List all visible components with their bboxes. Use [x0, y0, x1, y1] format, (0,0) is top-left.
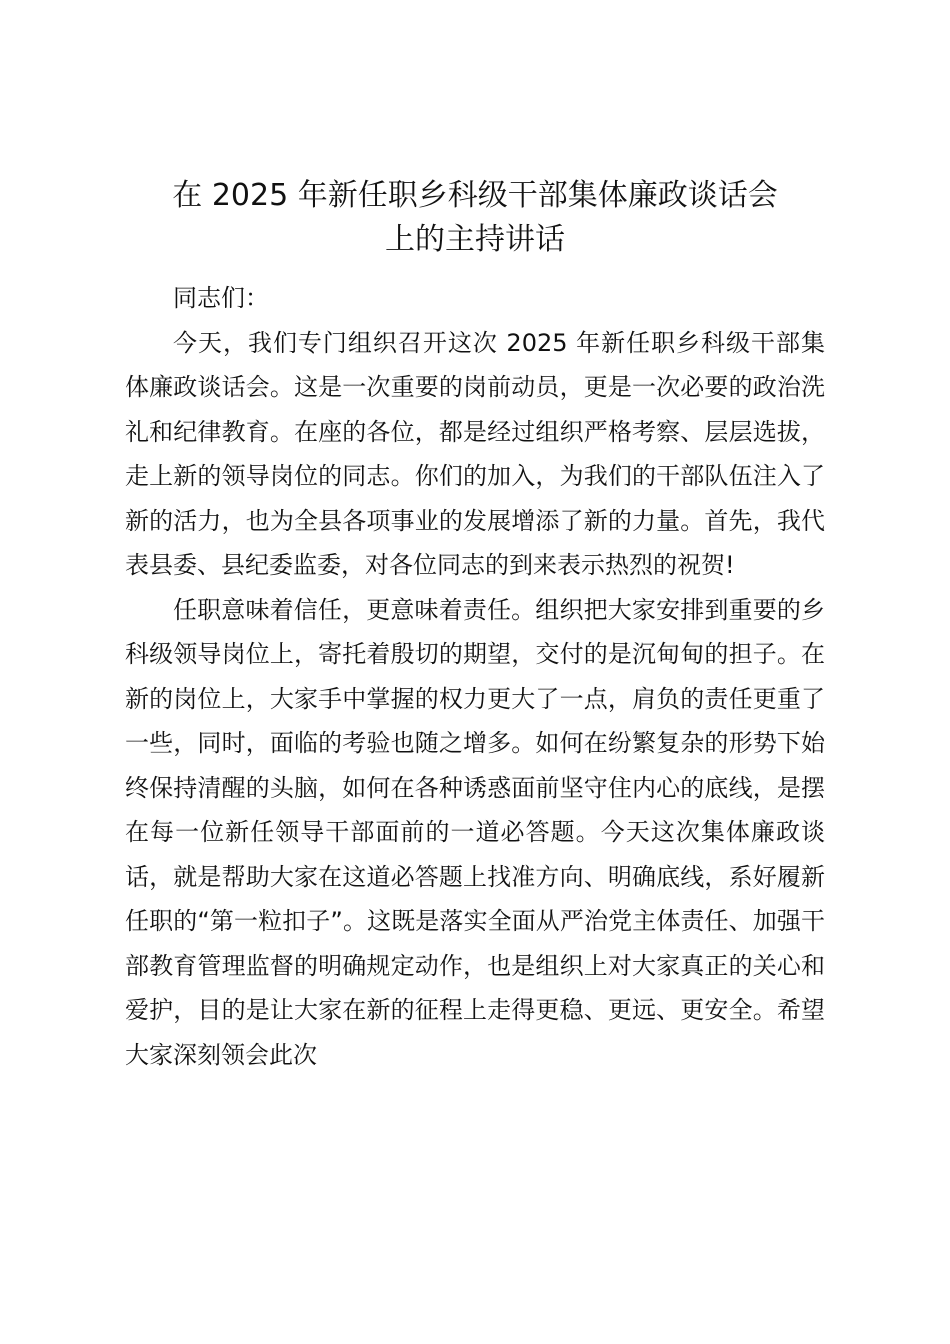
paragraph-1: 今天，我们专门组织召开这次 2025 年新任职乡科级干部集体廉政谈话会。这是一次重要的岗前动员，更是一次必要的政治洗礼和纪律教育。在座的各位，都是经过组织严格考察、层层选拔，走上新的领导岗位的同志。你们的加入，为我们的干部队伍注入了新的活力，也为全县各项事业的发展增添了新的力量。首先，我代表县委、县纪委监委，对各位同志的到来表示热烈的祝贺! [125, 328, 825, 579]
title-line-2: 上的主持讲话 [385, 222, 565, 257]
paragraph-2: 任职意味着信任，更意味着责任。组织把大家安排到重要的乡科级领导岗位上，寄托着殷切的期望，交付的是沉甸甸的担子。在新的岗位上，大家手中掌握的权力更大了一点，肩负的责任更重了一些，同时，面临的考验也随之增多。如何在纷繁复杂的形势下始终保持清醒的头脑，如何在各种诱惑面前坚守住内心的底线，是摆在每一位新任领导干部面前的一道必答题。今天这次集体廉政谈话，就是帮助大家在这道必答题上找准方向、明确底线，系好履新任职的“第一粒扣子”。这既是落实全面从严治党主体责任、加强干部教育管理监督的明确规定动作，也是组织上对大家真正的关心和爱护，目的是让大家在新的征程上走得更稳、更远、更安全。希望大家深刻领会此次 [125, 595, 825, 1069]
salutation: 同志们： [173, 284, 269, 312]
document-body [125, 276, 825, 1077]
title-line-1: 在 2025 年新任职乡科级干部集体廉政谈话会 [172, 178, 778, 213]
document-title [125, 174, 825, 262]
